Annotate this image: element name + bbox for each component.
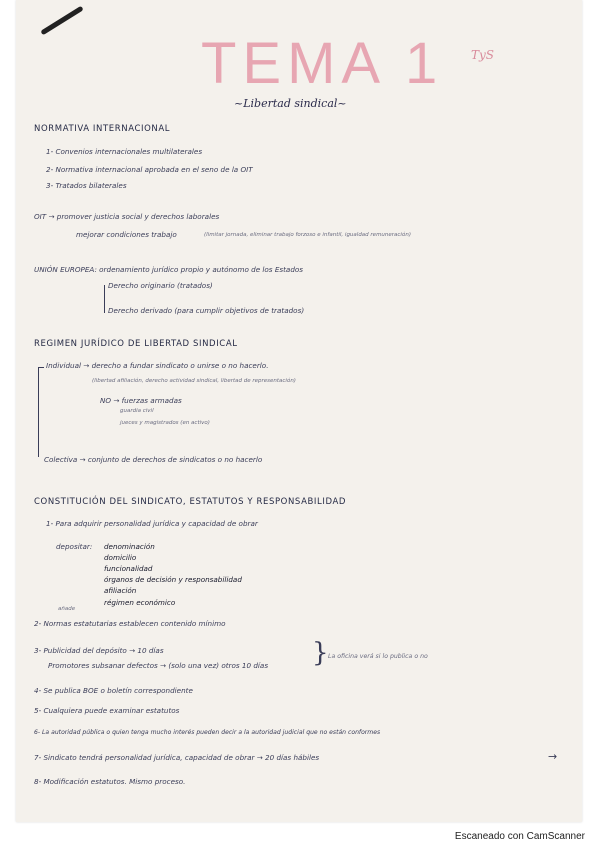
constitucion-item-8: 8- Modificación estatutos. Mismo proceso. [34,777,186,786]
constitucion-item-3b: Promotores subsanar defectos → (solo una vez) otros 10 días [48,661,269,670]
regimen-no-item-1: guardia civil [120,408,154,414]
page-subtitle: ~Libertad sindical~ [234,97,347,110]
ue-derecho-originario: Derecho originario (tratados) [108,281,213,290]
scanner-watermark: Escaneado con CamScanner [454,831,585,842]
depositar-item-1: denominación [104,542,155,551]
section-heading-regimen: REGIMEN JURÍDICO DE LIBERTAD SINDICAL [34,339,238,349]
constitucion-item-2: 2- Normas estatutarias establecen contenido mínimo [34,619,226,628]
page-title: TEMA 1 [201,31,444,96]
ue-derecho-derivado: Derecho derivado (para cumplir objetivos de tratados) [108,306,305,315]
pen-stroke-mark [40,6,83,36]
normativa-item-1: 1- Convenios internacionales multilaterales [46,147,203,156]
oit-line: OIT → promover justicia social y derechos laborales [34,212,220,221]
regimen-bracket [38,367,39,457]
normativa-item-2: 2- Normativa internacional aprobada en el seno de la OIT [46,165,253,174]
depositar-label: depositar: [56,542,93,551]
regimen-no-label: NO → fuerzas armadas [100,396,182,405]
margin-annotation: añade [58,606,76,612]
subject-tag: TyS [471,48,495,62]
section-heading-normativa: NORMATIVA INTERNACIONAL [34,124,171,134]
regimen-individual-note: (libertad afiliación, derecho actividad sindical, libertad de representación) [92,378,296,384]
constitucion-item-1: 1- Para adquirir personalidad jurídica y capacidad de obrar [46,519,258,528]
constitucion-item-3-side: La oficina verá si lo publica o no [328,653,428,660]
regimen-individual: Individual → derecho a fundar sindicato o unirse o no hacerlo. [46,361,269,370]
regimen-no-item-2: jueces y magistrados (en activo) [120,420,210,426]
curly-brace: } [312,638,329,668]
normativa-item-3: 3- Tratados bilaterales [46,181,127,190]
constitucion-item-3a: 3- Publicidad del depósito → 10 días [34,646,164,655]
depositar-item-3: funcionalidad [104,564,153,573]
constitucion-item-7: 7- Sindicato tendrá personalidad jurídica, capacidad de obrar → 20 días hábiles [34,753,320,762]
constitucion-item-6: 6- La autoridad pública o quien tenga mucho interés pueden decir a la autoridad judicial que no están conformes [34,729,381,736]
constitucion-item-4: 4- Se publica BOE o boletín correspondiente [34,686,193,695]
arrow-icon: → [548,750,558,763]
depositar-item-6: régimen económico [104,598,176,607]
constitucion-item-5: 5- Cualquiera puede examinar estatutos [34,706,180,715]
oit-mejorar: mejorar condiciones trabajo [76,230,177,239]
ue-bracket [104,285,105,313]
depositar-item-4: órganos de decisión y responsabilidad [104,575,242,584]
ue-line: UNIÓN EUROPEA: ordenamiento jurídico propio y autónomo de los Estados [34,265,304,274]
section-heading-constitucion: CONSTITUCIÓN DEL SINDICATO, ESTATUTOS Y RESPONSABILIDAD [34,497,347,507]
depositar-item-5: afiliación [104,586,137,595]
scanned-page [16,0,582,822]
depositar-item-2: domicilio [104,553,137,562]
regimen-colectiva: Colectiva → conjunto de derechos de sindicatos o no hacerlo [44,455,263,464]
regimen-bracket-top [38,367,44,368]
oit-note: (limitar jornada, eliminar trabajo forzoso e infantil, igualdad remuneración) [204,232,411,238]
